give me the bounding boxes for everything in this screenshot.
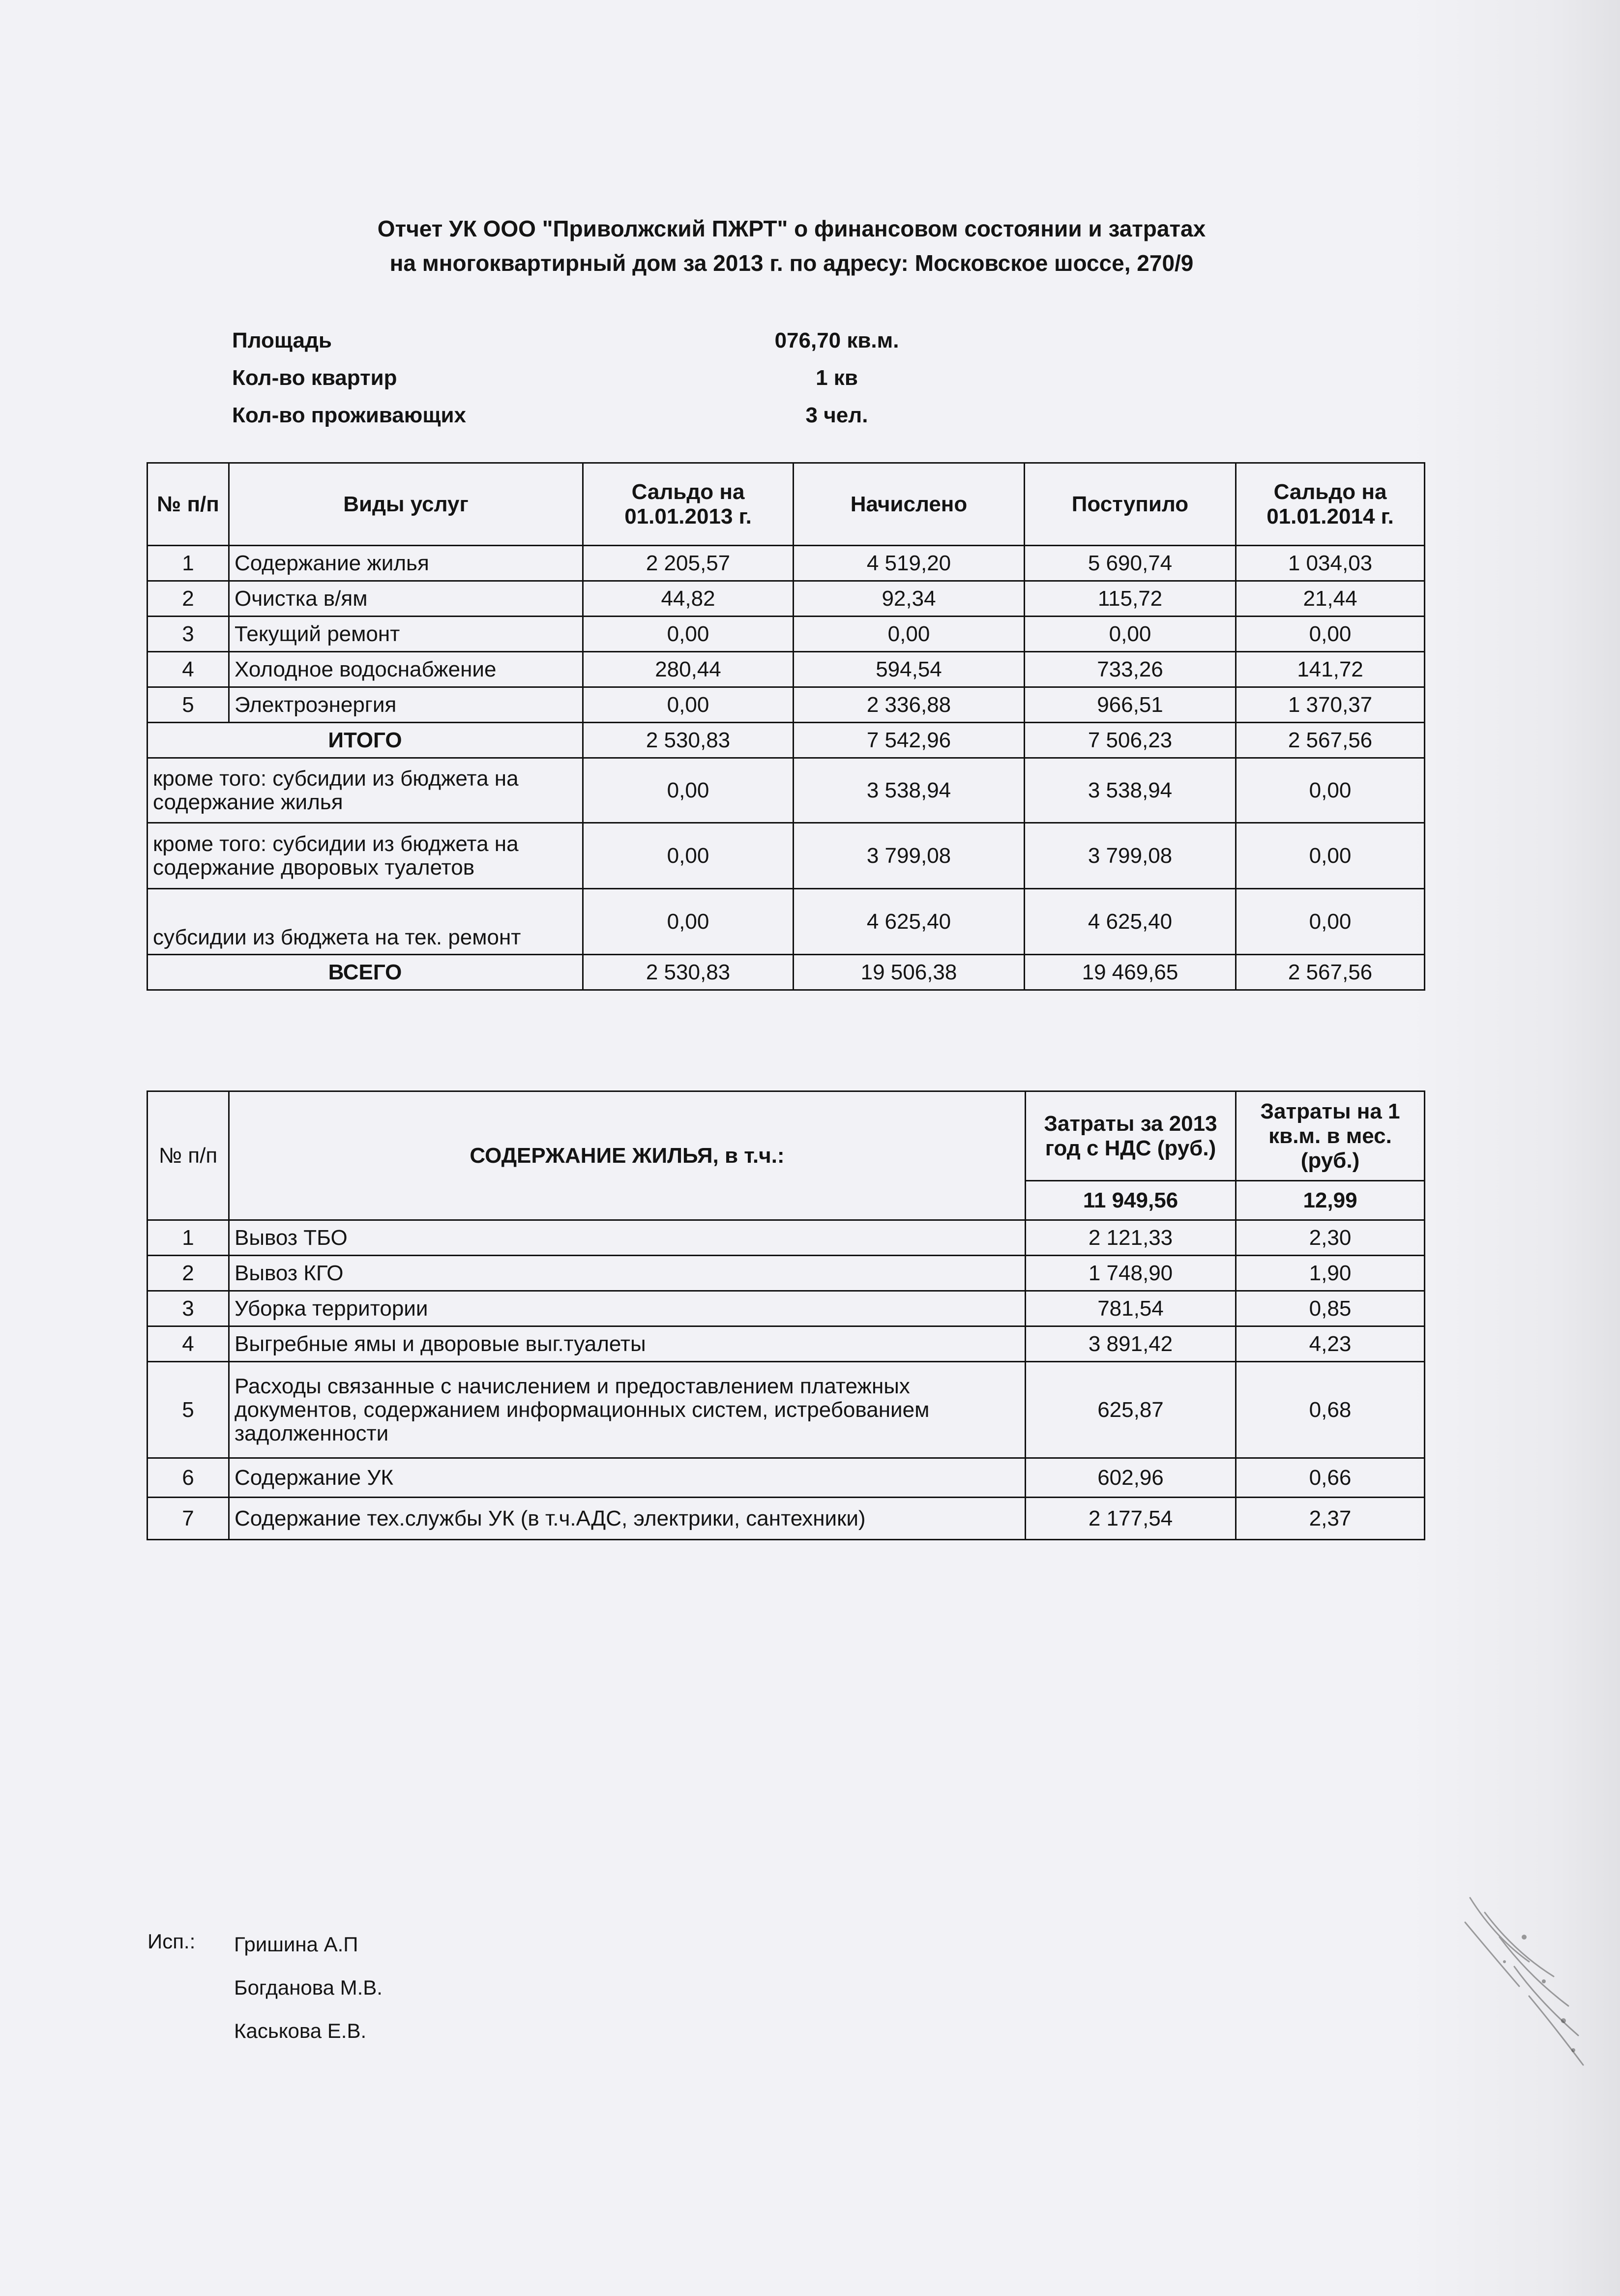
row-received: 115,72 [1025,581,1236,617]
row-num: 3 [147,617,229,652]
table-row [147,617,1425,652]
row-per-sqm: 2,30 [1236,1220,1425,1256]
report-title-line-1: Отчет УК ООО "Приволжский ПЖРТ" о финансовом состоянии и затратах [377,216,1206,241]
subsidy-label: кроме того: субсидии из бюджета на содержание жилья [147,758,583,823]
row-closing: 21,44 [1236,581,1425,617]
row-num: 6 [147,1458,229,1498]
header-cost-per-sqm: Затраты на 1 кв.м. в мес. (руб.) [1236,1091,1425,1181]
row-charged: 92,34 [794,581,1025,617]
row-charged: 2 336,88 [794,687,1025,723]
total-charged: 7 542,96 [794,723,1025,758]
row-charged: 594,54 [794,652,1025,687]
table-row [147,1220,1425,1256]
info-value: 3 чел. [805,403,868,427]
row-annual: 625,87 [1026,1362,1236,1458]
executor-names [234,1930,578,2060]
row-per-sqm: 1,90 [1236,1256,1425,1291]
row-per-sqm: 0,68 [1236,1362,1425,1458]
row-closing: 1 370,37 [1236,687,1425,723]
row-annual: 1 748,90 [1026,1256,1236,1291]
row-service: Очистка в/ям [229,581,583,617]
row-opening: 0,00 [583,687,794,723]
subsidy-opening: 0,00 [583,889,794,955]
total-closing: 2 567,56 [1236,723,1425,758]
header-annual-cost: Затраты за 2013 год с НДС (руб.) [1026,1091,1236,1181]
subsidy-charged: 4 625,40 [794,889,1025,955]
subsidy-closing: 0,00 [1236,758,1425,823]
row-charged: 4 519,20 [794,546,1025,581]
row-per-sqm: 0,66 [1236,1458,1425,1498]
total-label: ИТОГО [147,723,583,758]
row-item: Содержание УК [229,1458,1026,1498]
info-value: 1 кв [816,366,858,390]
executor-name: Богданова М.В. [234,1976,383,1999]
table-row [147,1458,1425,1498]
header-service: Виды услуг [229,463,583,546]
maintenance-header-row [147,1091,1425,1181]
row-received: 5 690,74 [1025,546,1236,581]
report-title [147,211,1436,280]
grand-total-charged: 19 506,38 [794,955,1025,990]
subsidy-row [147,823,1425,889]
subsidy-received: 3 538,94 [1025,758,1236,823]
row-num: 2 [147,581,229,617]
subsidy-closing: 0,00 [1236,889,1425,955]
grand-total-label: ВСЕГО [147,955,583,990]
row-service: Текущий ремонт [229,617,583,652]
header-num: № п/п [147,1091,229,1220]
row-num: 1 [147,1220,229,1256]
executor-name: Каськова Е.В. [234,2019,367,2042]
row-service: Холодное водоснабжение [229,652,583,687]
header-item: СОДЕРЖАНИЕ ЖИЛЬЯ, в т.ч.: [229,1091,1026,1220]
row-item: Содержание тех.службы УК (в т.ч.АДС, электрики, сантехники) [229,1498,1026,1540]
row-service: Содержание жилья [229,546,583,581]
executor-label: Исп.: [147,1930,196,1953]
total-cost-per-sqm: 12,99 [1236,1181,1425,1220]
row-num: 4 [147,1326,229,1362]
subsidy-charged: 3 538,94 [794,758,1025,823]
table-row [147,687,1425,723]
grand-total-received: 19 469,65 [1025,955,1236,990]
row-annual: 2 177,54 [1026,1498,1236,1540]
info-label: Кол-во квартир [232,366,397,390]
row-num: 3 [147,1291,229,1326]
row-num: 1 [147,546,229,581]
info-label: Кол-во проживающих [232,403,466,427]
row-opening: 0,00 [583,617,794,652]
scan-smudge-marks [1455,1878,1603,2085]
row-item: Расходы связанные с начислением и предоставлением платежных документов, содержанием информационных систем, истребованием задолженности [229,1362,1026,1458]
grand-total-opening: 2 530,83 [583,955,794,990]
row-annual: 2 121,33 [1026,1220,1236,1256]
header-closing-balance: Сальдо на 01.01.2014 г. [1236,463,1425,546]
info-value: 076,70 кв.м. [774,328,899,353]
table-row [147,1326,1425,1362]
row-annual: 602,96 [1026,1458,1236,1498]
row-num: 5 [147,687,229,723]
grand-total-row [147,955,1425,990]
row-item: Уборка территории [229,1291,1026,1326]
subsidy-opening: 0,00 [583,758,794,823]
header-received: Поступило [1025,463,1236,546]
row-num: 2 [147,1256,229,1291]
total-opening: 2 530,83 [583,723,794,758]
subsidy-label: кроме того: субсидии из бюджета на содержание дворовых туалетов [147,823,583,889]
row-per-sqm: 2,37 [1236,1498,1425,1540]
subsidy-opening: 0,00 [583,823,794,889]
executor-name: Гришина А.П [234,1933,358,1956]
finance-header-row [147,463,1425,546]
row-opening: 2 205,57 [583,546,794,581]
subsidy-closing: 0,00 [1236,823,1425,889]
report-title-line-2: на многоквартирный дом за 2013 г. по адресу: Московское шоссе, 270/9 [389,250,1194,276]
row-item: Вывоз ТБО [229,1220,1026,1256]
subsidy-received: 4 625,40 [1025,889,1236,955]
row-item: Вывоз КГО [229,1256,1026,1291]
row-item: Выгребные ямы и дворовые выг.туалеты [229,1326,1026,1362]
row-num: 5 [147,1362,229,1458]
maintenance-table [147,1090,1425,1540]
subsidy-charged: 3 799,08 [794,823,1025,889]
subsidy-received: 3 799,08 [1025,823,1236,889]
total-annual-cost: 11 949,56 [1026,1181,1236,1220]
row-closing: 1 034,03 [1236,546,1425,581]
row-received: 966,51 [1025,687,1236,723]
row-closing: 0,00 [1236,617,1425,652]
row-charged: 0,00 [794,617,1025,652]
table-row [147,581,1425,617]
header-charged: Начислено [794,463,1025,546]
row-annual: 781,54 [1026,1291,1236,1326]
table-row [147,1256,1425,1291]
table-row [147,1362,1425,1458]
row-opening: 44,82 [583,581,794,617]
row-closing: 141,72 [1236,652,1425,687]
row-opening: 280,44 [583,652,794,687]
total-received: 7 506,23 [1025,723,1236,758]
table-row [147,1498,1425,1540]
subsidy-label: субсидии из бюджета на тек. ремонт [147,889,583,955]
grand-total-closing: 2 567,56 [1236,955,1425,990]
row-received: 733,26 [1025,652,1236,687]
info-label: Площадь [232,328,332,353]
subsidy-row [147,758,1425,823]
header-num: № п/п [147,463,229,546]
row-num: 7 [147,1498,229,1540]
finance-table [147,462,1425,991]
row-annual: 3 891,42 [1026,1326,1236,1362]
table-row [147,652,1425,687]
header-opening-balance: Сальдо на 01.01.2013 г. [583,463,794,546]
row-received: 0,00 [1025,617,1236,652]
total-row [147,723,1425,758]
table-row [147,1291,1425,1326]
row-per-sqm: 4,23 [1236,1326,1425,1362]
subsidy-row [147,889,1425,955]
row-service: Электроэнергия [229,687,583,723]
row-num: 4 [147,652,229,687]
row-per-sqm: 0,85 [1236,1291,1425,1326]
table-row [147,546,1425,581]
